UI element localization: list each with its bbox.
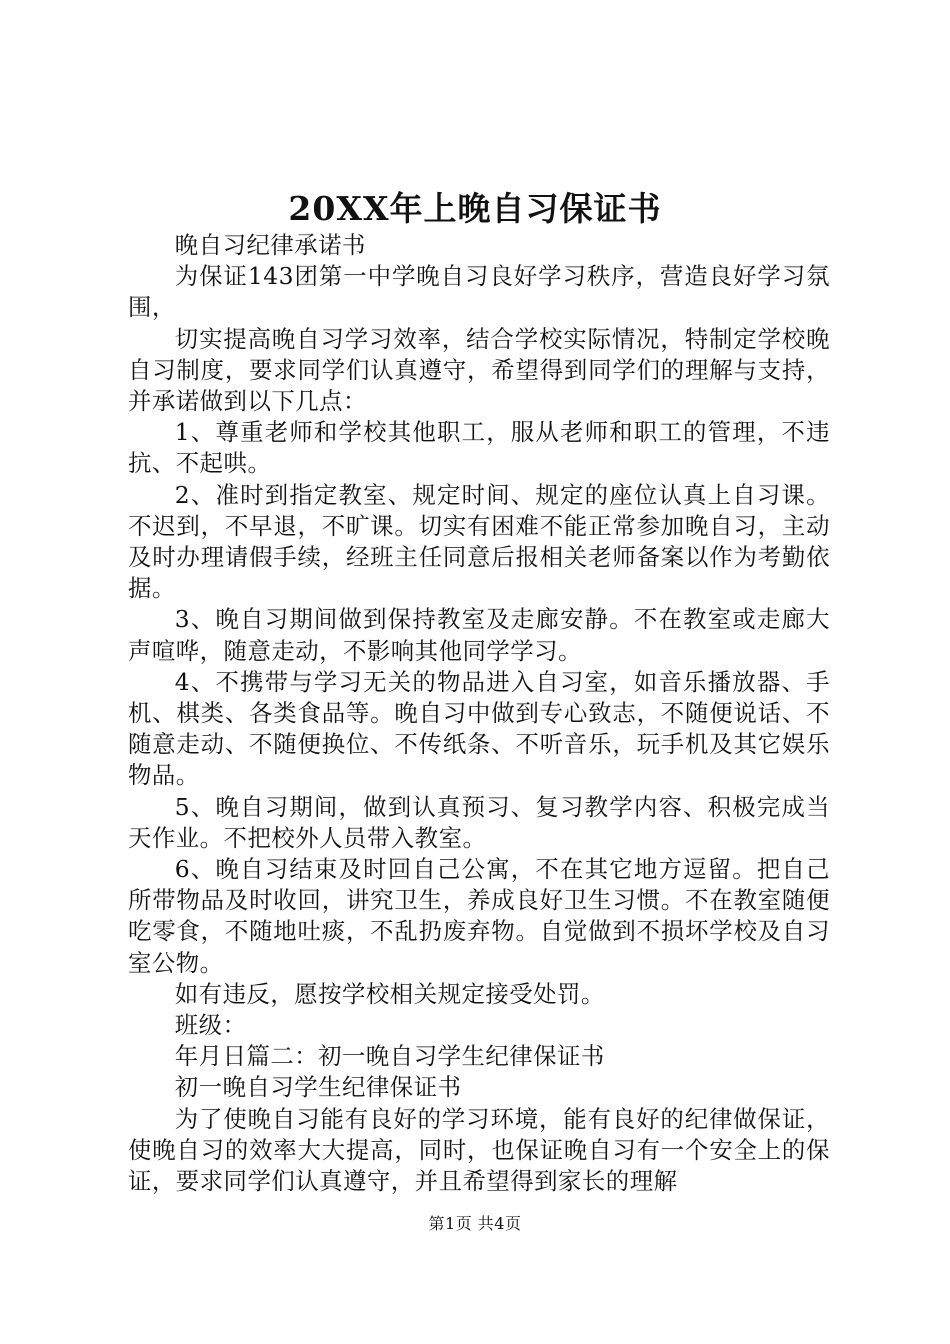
document-title: 20XX年上晚自习保证书	[288, 189, 662, 228]
paragraph: 初一晚自习学生纪律保证书	[174, 1073, 462, 1102]
paragraph: 1、尊重老师和学校其他职工，服从老师和职工的管理，不违抗、不起哄。	[128, 418, 830, 478]
paragraph: 切实提高晚自习学习效率，结合学校实际情况，特制定学校晚自习制度，要求同学们认真遵守，希望得到同学们的理解与支持，并承诺做到以下几点：	[128, 324, 830, 416]
paragraph: 为保证143团第一中学晚自习良好学习秩序，营造良好学习氛围，	[128, 262, 830, 322]
page-number-footer: 第1页 共4页	[428, 1214, 522, 1233]
paragraph: 2、准时到指定教室、规定时间、规定的座位认真上自习课。不迟到，不早退，不旷课。切实有困难不能正常参加晚自习，主动及时办理请假手续，经班主任同意后报相关老师备案以作为考勤依据。	[128, 480, 830, 603]
paragraph: 为了使晚自习能有良好的学习环境，能有良好的纪律做保证，使晚自习的效率大大提高，同时，也保证晚自习有一个安全上的保证，要求同学们认真遵守，并且希望得到家长的理解	[128, 1104, 830, 1196]
paragraph: 4、不携带与学习无关的物品进入自习室，如音乐播放器、手机、棋类、各类食品等。晚自习中做到专心致志，不随便说话、不随意走动、不随便换位、不传纸条、不听音乐，玩手机及其它娱乐物品。	[128, 667, 830, 790]
paragraph: 年月日篇二：初一晚自习学生纪律保证书	[174, 1042, 605, 1071]
paragraph: 晚自习纪律承诺书	[174, 231, 366, 259]
paragraph: 班级：	[174, 1011, 247, 1040]
paragraph: 如有违反，愿按学校相关规定接受处罚。	[174, 979, 605, 1008]
paragraph: 5、晚自习期间，做到认真预习、复习教学内容、积极完成当天作业。不把校外人员带入教室。	[128, 792, 830, 852]
paragraph: 6、晚自习结束及时回自己公寓，不在其它地方逗留。把自己所带物品及时收回，讲究卫生，养成良好卫生习惯。不在教室随便吃零食，不随地吐痰，不乱扔废弃物。自觉做到不损坏学校及自习室公物。	[128, 855, 830, 977]
paragraph: 3、晚自习期间做到保持教室及走廊安静。不在教室或走廊大声喧哗，随意走动，不影响其他同学学习。	[128, 605, 830, 665]
document-body	[128, 230, 830, 1197]
